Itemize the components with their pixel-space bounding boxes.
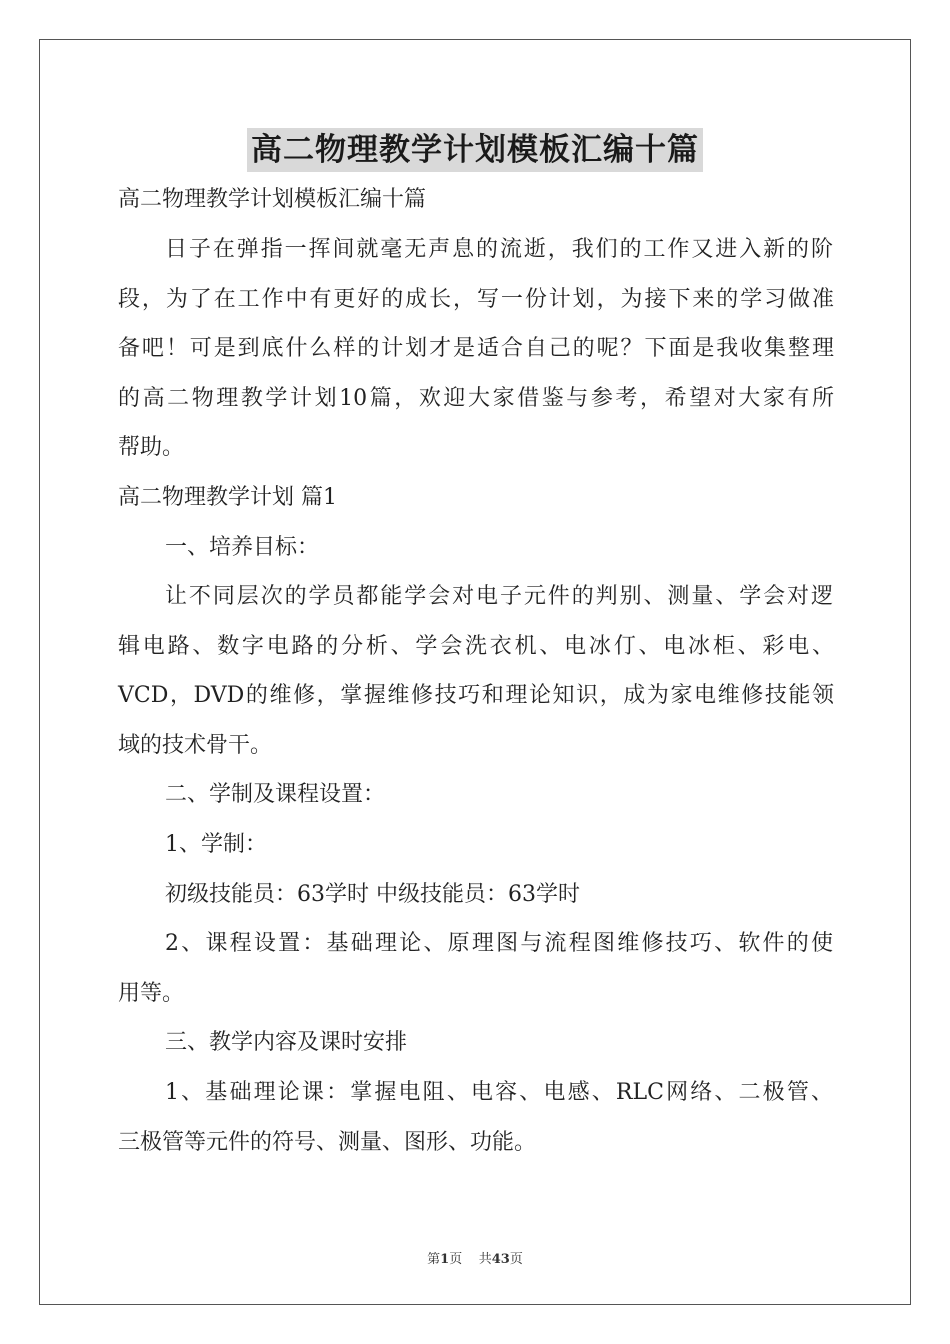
intro-line-5: 帮助。 — [118, 435, 185, 460]
intro-line-3: 备吧！可是到底什么样的计划才是适合自己的呢？下面是我收集整理 — [118, 336, 834, 361]
course-line-1: 2、课程设置：基础理论、原理图与流程图维修技巧、软件的使 — [165, 931, 833, 956]
total-suffix: 页 — [509, 1252, 523, 1267]
title-container — [0, 128, 950, 172]
theory-line-1: 1、基础理论课：掌握电阻、电容、电感、RLC网络、二极管、 — [165, 1080, 833, 1105]
document-title: 高二物理教学计划模板汇编十篇 — [247, 128, 703, 172]
goal-line-4: 域的技术骨干。 — [118, 733, 273, 758]
course-heading: 二、学制及课程设置： — [165, 782, 386, 807]
course-line-2: 用等。 — [118, 981, 185, 1006]
goal-heading: 一、培养目标： — [165, 535, 320, 560]
intro-line-2: 段，为了在工作中有更好的成长，写一份计划，为接下来的学习做准 — [118, 287, 834, 312]
goal-line-1: 让不同层次的学员都能学会对电子元件的判别、测量、学会对逻 — [165, 584, 833, 609]
page-footer — [0, 1248, 950, 1267]
document-subtitle: 高二物理教学计划模板汇编十篇 — [118, 187, 427, 212]
schooling-hours: 初级技能员：63学时 中级技能员：63学时 — [165, 882, 580, 907]
intro-line-4: 的高二物理教学计划10篇，欢迎大家借鉴与参考，希望对大家有所 — [118, 386, 834, 411]
goal-line-3: VCD，DVD的维修，掌握维修技巧和理论知识，成为家电维修技能领 — [118, 683, 834, 708]
schooling-heading: 1、学制： — [165, 832, 267, 857]
section-heading: 高二物理教学计划 篇1 — [118, 485, 337, 510]
page-border — [39, 39, 911, 1305]
page-number: 1 — [440, 1252, 450, 1267]
page-prefix: 第 — [427, 1252, 441, 1267]
total-pages: 43 — [491, 1252, 510, 1267]
content-heading: 三、教学内容及课时安排 — [165, 1030, 408, 1055]
page-suffix: 页 — [449, 1252, 463, 1267]
intro-line-1: 日子在弹指一挥间就毫无声息的流逝，我们的工作又进入新的阶 — [165, 237, 833, 262]
goal-line-2: 辑电路、数字电路的分析、学会洗衣机、电冰仃、电冰柜、彩电、 — [118, 634, 834, 659]
theory-line-2: 三极管等元件的符号、测量、图形、功能。 — [118, 1130, 537, 1155]
total-prefix: 共 — [478, 1252, 492, 1267]
